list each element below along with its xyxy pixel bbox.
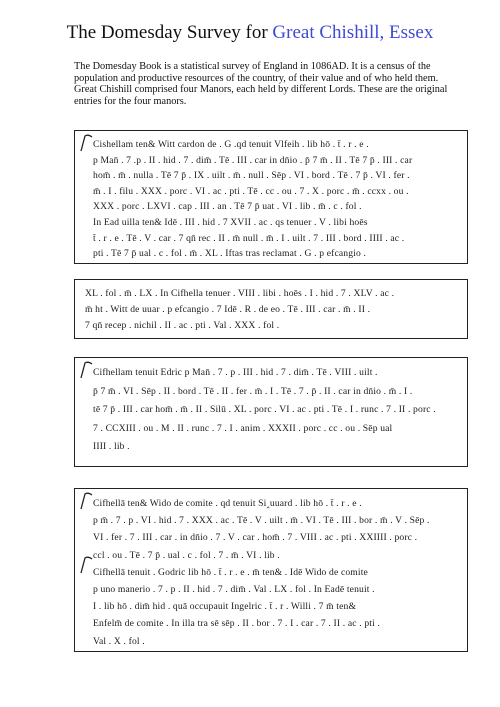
entry-line: XXX . porc . LXVI . cap . III . an . Tē 7 p̄ uat . VI . lib . m̄ . c . fol . xyxy=(93,201,362,213)
entry-line: Val . X . fol . xyxy=(93,635,145,647)
entry-line: VI . fer . 7 . III . car . in dn̄io . 7 . V . car . hom̄ . 7 . VIII . ac . pti . XXIIII . porc . xyxy=(93,532,418,544)
paragraph-mark-icon xyxy=(79,133,93,153)
entry-line: 7 . CCXIII . ou . M . II . runc . 7 . I . anim . XXXII . porc . cc . ou . Sēp ual xyxy=(93,422,393,434)
entry-line: XL . fol . m̄ . LX . In Cifhella tenuer . VIII . libi . hoēs . I . hid . 7 . XLV . ac . xyxy=(85,288,395,299)
manor-entry-4 xyxy=(74,488,468,652)
entry-line: IIII . lib . xyxy=(93,441,130,452)
manor-entry-3 xyxy=(74,357,468,467)
entry-line: 7 qn̄ recep . nichil . II . ac . pti . Val . XXX . fol . xyxy=(85,320,280,331)
manor-entry-1 xyxy=(74,130,468,264)
entry-line: m̄ . I . filu . XXX . porc . VI . ac . pti . Tē . cc . ou . 7 . X . porc . m̄ . ccxx . ou . xyxy=(93,185,409,197)
entry-line: ccl . ou . Tē . 7 p̄ . ual . c . fol . 7 . m̄ . VI . lib . xyxy=(93,549,280,561)
entry-line: pti . Tē 7 p̄ ual . c . fol . m̄ . XL . Iftas tras reclamat . G . p efcangio . xyxy=(93,248,367,260)
title-place: Great Chishill, Essex xyxy=(272,22,434,43)
entry-line: In Ead uilla ten& Idē . III . hid . 7 XVII . ac . qs tenuer . V . libi hoēs xyxy=(93,216,368,228)
intro-paragraph-2: Great Chishill comprised four Manors, each held by different Lords. These are the original entries for the four manors. xyxy=(74,84,448,107)
paragraph-mark-icon xyxy=(79,491,93,511)
entry-line: p m̄ . 7 . p . VI . hid . 7 . XXX . ac . Tē . V . uilt . m̄ . VI . Tē . III . bor . m̄ . V . Sēp . xyxy=(93,515,430,527)
entry-line: m̄ ht . Witt de uuar . p efcangio . 7 Idē . R . de eo . Tē . III . car . m̄ . II . xyxy=(85,304,371,315)
entry-line: p̄ 7 m̄ . VI . Sēp . II . bord . Tē . II . fer . m̄ . I . Tē . 7 . p̄ . II . car in dn̄io . m̄ . I . xyxy=(93,385,413,397)
entry-line: Cifhellam tenuit Edric p Man̄ . 7 . p . III . hid . 7 . dim̄ . Tē . VIII . uilt . xyxy=(93,367,378,378)
entry-line: t̄ . r . e . Tē . V . car . 7 qn̄ rec . II . m̄ null . m̄ . I . uilt . 7 . III . bord . IIII . ac . xyxy=(93,232,405,244)
paragraph-mark-icon xyxy=(79,360,93,380)
entry-line: p Man̄ . 7 .p . II . hid . 7 . dim̄ . Tē . III . car in dn̄io . p̄ 7 m̄ . II . Tē 7 p̄ . III . car xyxy=(93,154,413,166)
page-title xyxy=(0,22,500,44)
intro-text xyxy=(74,61,466,107)
entry-line: Cifhellā tenuit . Godric lib hō . t̄ . r . e . m̄ ten& . Idē Wido de comite xyxy=(93,566,368,578)
intro-paragraph-1: The Domesday Book is a statistical survey of England in 1086AD. It is a census of the population and productive resources of the country, of their value and of who held them. xyxy=(74,61,439,84)
paragraph-mark-icon xyxy=(79,555,93,575)
manor-entry-2 xyxy=(74,279,468,339)
entry-line: I . lib hō . dim̄ hid . quā occupauit Ingelric . t̄ . r . Willi . 7 m̄ ten& xyxy=(93,601,357,613)
entry-line: Cifhellā ten& Wido de comite . qd tenuit Si‸uuard . lib hō . t̄ . r . e . xyxy=(93,498,362,509)
entry-line: p uno manerio . 7 . p . II . hid . 7 . dim̄ . Val . LX . fol . In Eadē tenuit . xyxy=(93,584,375,596)
entry-line: Cishellam ten& Witt cardon de . G .qd tenuit Vlfeih . lib hō . t̄ . r . e . xyxy=(93,139,369,150)
entry-line: Enfelm̄ de comite . In illa tra sē sēp . II . bor . 7 . I . car . 7 . II . ac . pti . xyxy=(93,618,380,630)
entry-line: hom̄ . m̄ . nulla . Tē 7 p̄ . IX . uilt . m̄ . null . Sēp . VI . bord . Tē . 7 p̄ . VI . fer . xyxy=(93,170,410,182)
entry-line: tē 7 p̄ . III . car hom̄ . m̄ . II . Silū . XL . porc . VI . ac . pti . Tē . I . runc . 7 . II . porc . xyxy=(93,404,436,415)
title-prefix: The Domesday Survey for xyxy=(66,22,273,43)
